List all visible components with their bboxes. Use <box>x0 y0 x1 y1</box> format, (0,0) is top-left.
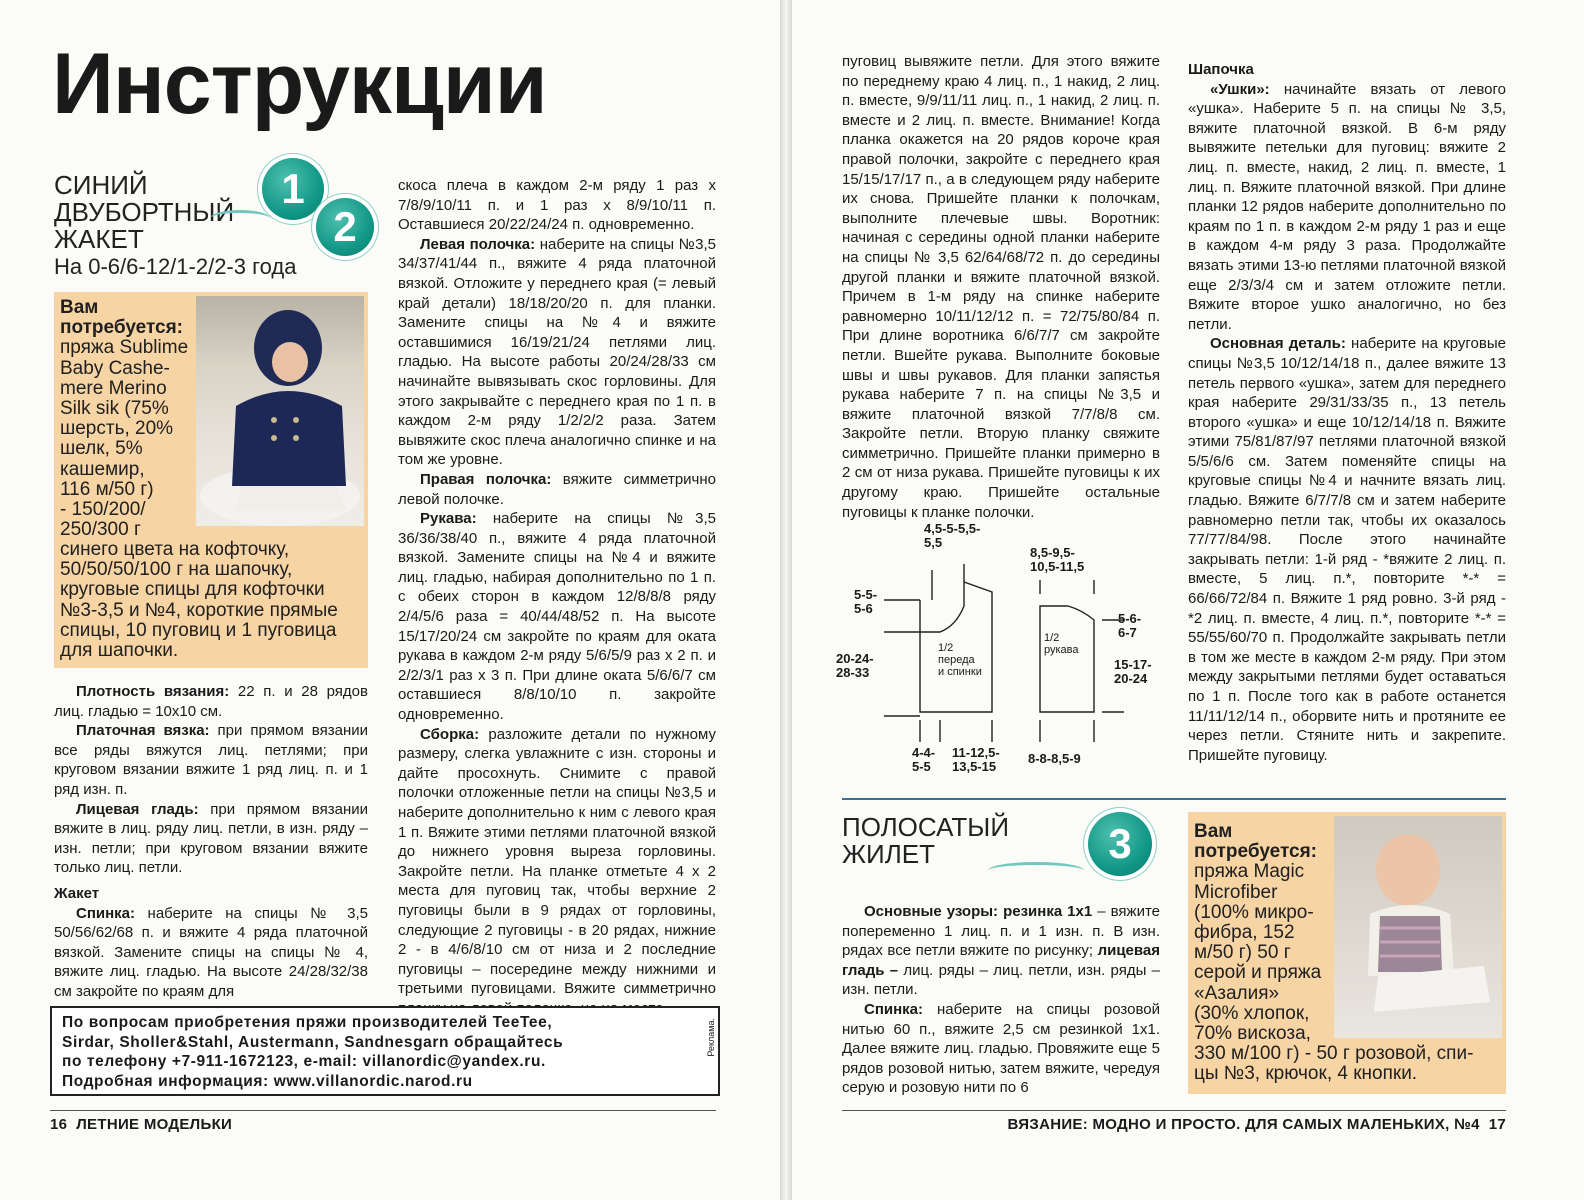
materials-line: 250/300 г <box>60 519 141 541</box>
running-title: ВЯЗАНИЕ: МОДНО И ПРОСТО. ДЛЯ САМЫХ МАЛЕНЬКИХ, №4 <box>1007 1116 1480 1133</box>
materials-text <box>60 540 366 661</box>
paragraph-text: 22 п. и 28 рядов лиц. гладью = 10х10 см. <box>54 683 368 720</box>
materials-heading: Вам потребуется: <box>60 297 183 339</box>
paragraph-lead: Платочная вязка: <box>76 722 210 740</box>
paragraph-text: наберите на спицы розовой нитью 60 п., вяжите 2,5 см резинкой 1х1. Далее вяжите лиц. гладью. Провяжите еще 5 рядов розовой нитью, затем вяжите, чередуя серую и розовую нити по 6 <box>842 1000 1160 1097</box>
badge-number: 3 <box>1088 812 1152 876</box>
section-divider <box>842 798 1506 800</box>
paragraph-text: – вяжите попеременно 1 лиц. п. и 1 изн. п. В изн. рядах все петли вяжите по рисунку; <box>842 903 1160 960</box>
paragraph-lead: Плотность вязания: <box>76 683 230 700</box>
materials-line: 70% вискоза, <box>1194 1023 1311 1045</box>
schematic-label: 20-24- 28-33 <box>836 651 874 680</box>
paragraph-text: лиц. ряды – лиц. петли, изн. ряды – изн. петли. <box>842 961 1161 999</box>
materials-line: mere Merino <box>60 377 167 399</box>
section-sizes: На 0-6/6-12/1-2/2-3 года <box>54 254 297 279</box>
materials-line: серой и пряжа <box>1194 962 1322 984</box>
materials-line: 330 м/100 г) - 50 г розовой, спи- <box>1194 1043 1474 1064</box>
materials-box <box>54 292 368 668</box>
baby-vest-photo <box>1334 816 1502 1038</box>
paragraph <box>398 725 716 1019</box>
paragraph-lead: Спинка: <box>76 904 136 922</box>
advertisement-line: По вопросам приобретения пряжи производителей TeeTee, <box>62 1014 553 1031</box>
text-column-1 <box>54 682 368 1002</box>
schematic-label: 5-5- 5-6 <box>854 587 878 616</box>
schematic-label: 4-4- 5-5 <box>912 745 936 774</box>
materials-line: 50/50/50/100 г на шапочку, <box>60 559 293 581</box>
subheading: Шапочка <box>1188 61 1254 78</box>
section-title-line: ЖИЛЕТ <box>842 839 935 869</box>
paragraph-text: наберите на спицы № 3,5 50/56/62/68 п. и вяжите 4 ряда платочной вязкой. Замените спицы на спицы № 4, вяжите лиц. гладью. На высоте 24/28/32/38 см закройте по краям для <box>54 904 368 1000</box>
paragraph <box>1188 80 1506 335</box>
page-footer <box>50 1116 232 1133</box>
subheading: Жакет <box>54 884 100 902</box>
materials-box <box>1188 812 1506 1094</box>
materials-line: кашемир, <box>60 458 145 480</box>
materials-line: шелк, 5% <box>60 438 143 460</box>
section-title-line: ПОЛОСАТЫЙ <box>842 812 1010 842</box>
materials-line: «Азалия» <box>1194 982 1280 1004</box>
swirl-ornament <box>988 862 1084 879</box>
materials-line: для шапочки. <box>60 640 179 662</box>
paragraph-text: начинайте вязать от левого «ушка». Наберите 5 п. на спицы № 3,5, вяжите платочной вязкой. В 6-м ряду вывяжите петельки для пуговиц: вяжите 2 лиц. п. вместе, накид, 2 лиц. п. вместе, 1 лиц. п. Вяжите платочной вязкой. При длине планки 12 рядов наберите дополнительно по краям по 1 п. в каждом 2-м ряду 1 раз и еще в каждом 4-м ряду 3 раза. Продолжайте вязать этими 13-ю петлями платочной вязкой еще 2/3/3/4 см и затем отложите петли. Вяжите второе ушко аналогично, но без петли. <box>1188 80 1506 333</box>
materials-line: (30% хлопок, <box>1194 1002 1310 1024</box>
paragraph <box>54 800 368 878</box>
paragraph-lead: Основные узоры: резинка 1х1 <box>864 903 1093 920</box>
materials-line: Silk sik (75% <box>60 398 169 420</box>
materials-line: спицы, 10 пуговиц и 1 пуговица <box>60 619 337 641</box>
baby-in-striped-vest-image <box>1334 816 1502 1038</box>
schematic-label: 8,5-9,5- 10,5-11,5 <box>1030 545 1085 574</box>
paragraph <box>54 721 368 799</box>
badge-number: 2 <box>316 198 374 256</box>
materials-text <box>60 298 200 540</box>
section-title-line: ЖАКЕТ <box>54 224 144 254</box>
badge-number: 1 <box>262 158 324 220</box>
paragraph: скоса плеча в каждом 2-м ряду 1 раз х 7/8/9/10/11 п. и 1 раз х 8/9/10/11 п. Оставшиеся 20/22/24/24 п. одновременно. <box>398 177 716 234</box>
paragraph-text: наберите на спицы №3,5 34/37/41/44 п., вяжите 4 ряда платочной вязкой. Отложите у переднего края (= левый край детали) 18/18/20/20 п. для планки. Замените спицы на №4 и вяжите оставшимися 16/19/21/24 петлями лиц. гладью. На высоте работы 20/24/28/33 см начинайте вывязывать скос горловины. Для этого закрывайте с переднего края по 1 п. в каждом 2-м ряду 1/2/2/2 раза. Затем вывяжите скос плеча аналогично спинке и на том же уровне. <box>398 235 716 469</box>
running-title: ЛЕТНИЕ МОДЕЛЬКИ <box>76 1116 233 1133</box>
paragraph-text: вяжите симметрично левой полочке. <box>398 470 716 508</box>
materials-line: 116 м/50 г) <box>60 478 154 500</box>
spine-gutter <box>780 0 792 1200</box>
pattern-schematic <box>832 520 1172 790</box>
paragraph-lead: Левая полочка: <box>420 235 536 253</box>
materials-heading: Вам потребуется: <box>1194 821 1317 863</box>
materials-line: круговые спицы для кофточки <box>60 579 325 601</box>
materials-line: пряжа Sublime <box>60 337 189 359</box>
paragraph-text: наберите на круговые спицы №3,5 10/12/14/18 п., далее вяжите 13 петель первого «ушка», затем для переднего края наберите 29/31/33/35 п., 13 петель второго «ушка» и еще 10/12/14/18 п. Вяжите этими 75/81/87/97 петлями платочной вязкой 5/5/6/6 см. Затем поменяйте спицы на круговые спицы №4 и начните вязать лиц. гладью. Вяжите 6/7/7/8 см и затем наберите равномерно петли так, чтобы их оказалось 77/77/84/98. После этого начинайте закрывать петли: 1-й ряд - *вяжите 2 лиц. п. вместе, 5 лиц. п.*, повторите *-* = 66/66/72/84 п. Вяжите 1 ряд ровно. 3-й ряд - *2 лиц. п. вместе, 4 лиц. п.*, повторите *-* = 55/55/60/70 п. Продолжайте закрывать петли в том же месте в каждом 2-м ряду. При этом между закрытыми петлями будет оставаться по 1 п. После того как в работе останется 11/11/12/14 п., оборвите нить и протяните ее через петли. Стяните нить и закрепите. Пришейте пуговицу. <box>1188 335 1506 764</box>
advertisement-line: Подробная информация: www.villanordic.narod.ru <box>62 1072 473 1090</box>
paragraph-text: при прямом вязании вяжите в лиц. ряду лиц. петли, в изн. ряду – изн. петли; при круговом вязании вяжите только лиц. петли. <box>54 800 368 877</box>
footer-rule <box>842 1110 1506 1111</box>
paragraph <box>842 1000 1160 1098</box>
paragraph-lead: лицевая гладь – <box>842 942 1160 979</box>
text-column-2 <box>398 176 716 1019</box>
schematic-label: 5-6- 6-7 <box>1118 611 1142 640</box>
advertisement-line: по телефону +7-911-1672123, e-mail: villanordic@yandex.ru. <box>62 1053 546 1070</box>
advertisement-line: Sirdar, Sholler&Stahl, Austermann, Sandnesgarn обращайтесь <box>62 1033 564 1051</box>
left-page <box>0 0 780 1200</box>
advertisement-box <box>50 1006 720 1096</box>
materials-line: синего цвета на кофточку, <box>60 539 290 560</box>
schematic-label: 4,5-5-5,5- 5,5 <box>924 521 981 550</box>
text-column-3 <box>842 52 1160 522</box>
materials-text <box>1194 822 1334 1044</box>
page-title: Инструкции <box>52 36 547 132</box>
paragraph <box>398 470 716 509</box>
materials-line: №3-3,5 и №4, короткие прямые <box>60 599 338 621</box>
text-column-4 <box>1188 60 1506 765</box>
paragraph-text: при прямом вязании все ряды вяжутся лиц. петлями; при круговом вязании вяжите 1 ряд лиц. п. и 1 ряд изн. п. <box>54 722 368 798</box>
materials-line: цы №3, крючок, 4 кнопки. <box>1194 1063 1418 1085</box>
paragraph-text: разложите детали по нужному размеру, слегка увлажните с изн. стороны и дайте просохнуть. Снимите с правой полочки отложенные петли на спицы №3,5 и наберите дополнительно к ним с левого края 1 п. Вяжите этими петлями платочной вязкой до нижнего уровня выреза горловины. Закройте петли. На планке отметьте 4 х 2 места для пуговиц так, чтобы верхние 2 пуговицы были в 9 рядах от горловины, следующие 2 пуговицы - в 20 рядах, нижние 2 - в 4/6/8/10 см от низа и 2 последние пуговицы – посередине между нижними и третьими пуговицами. Вяжите симметрично <box>398 725 716 998</box>
schematic-label: 11-12,5- 13,5-15 <box>952 745 1000 774</box>
swirl-ornament <box>210 210 270 227</box>
paragraph-lead: Лицевая гладь: <box>76 800 199 818</box>
paragraph <box>842 902 1160 1000</box>
paragraph-lead: Правая полочка: <box>420 470 552 488</box>
materials-line: пряжа Magic <box>1194 861 1305 883</box>
paragraph-lead: Сборка: <box>420 725 480 743</box>
paragraph-lead: Спинка: <box>864 1000 924 1018</box>
section-title-line: ДВУБОРТНЫЙ <box>54 197 235 227</box>
paragraph: пуговиц вывяжите петли. Для этого вяжите по переднему краю 4 лиц. п., 1 накид, 2 лиц. п. вместе, 9/9/11/11 лиц. п., 1 накид, 2 лиц. п. вместе и 2 лиц. п. вместе. Внимание! Когда планка окажется на 20 рядов короче края правой полочки, закройте с переднего края 15/15/17/17 п., а в следующем ряду наберите их снова. Пришейте планки к полочкам, выполните плечевые швы. Воротник: начиная с середины одной планки наберите на спицы № 3,5 62/64/68/72 п. до середины другой планки и вяжите платочной вязкой. Причем в 1-м ряду на спинке наберите равномерно 10/11/12/12 п. = 72/75/80/84 п. При длине воротника 6/6/7/7 см закройте петли. Вшейте рукава. Выполните боковые швы и швы рукавов. Для планки запястья рукава наберите 7 п. на спицы №3,5 и вяжите платочной вязкой 7/7/8/8 см. Закройте петли. Вторую планку свяжите симметрично. Пришейте планки примерно в 2 см от низа рукава. Пришейте пуговицы к их другому краю. Пришейте остальные пуговицы к планке полочки. <box>842 53 1160 521</box>
paragraph <box>398 235 716 470</box>
paragraph <box>398 509 716 725</box>
materials-line: шерсть, 20% <box>60 418 174 440</box>
paragraph-lead: Основная деталь: <box>1210 335 1346 353</box>
page-number: 16 <box>50 1116 68 1133</box>
baby-jacket-photo <box>196 296 364 526</box>
section-title <box>842 814 1042 868</box>
paragraph <box>54 682 368 721</box>
paragraph-lead: «Ушки»: <box>1210 80 1270 98</box>
materials-line: (100% микро- <box>1194 901 1314 923</box>
page-footer <box>962 1116 1506 1133</box>
baby-in-blue-jacket-image <box>196 296 364 526</box>
materials-line: - 150/200/ <box>60 499 146 521</box>
page-number: 17 <box>1488 1116 1506 1133</box>
text-column-5 <box>842 902 1160 1098</box>
materials-line: м/50 г) 50 г <box>1194 942 1291 964</box>
schematic-label: 1/2 рукава <box>1044 632 1079 656</box>
footer-rule <box>50 1110 716 1111</box>
schematic-label: 15-17- 20-24 <box>1114 657 1152 686</box>
schematic-drawing <box>832 520 1172 790</box>
section-title-line: СИНИЙ <box>54 170 148 200</box>
materials-line: Baby Cashe- <box>60 357 170 379</box>
paragraph <box>1188 334 1506 765</box>
schematic-label: 8-8-8,5-9 <box>1028 751 1081 766</box>
paragraph-lead: Рукава: <box>420 510 477 528</box>
paragraph-text: наберите на спицы №3,5 36/36/38/40 п., вяжите 4 ряда платочной вязкой. Замените спицы на №4 и вяжите лиц. гладью, набирая дополнительно по 1 п. с обеих сторон в каждом 12/8/8/8 ряду 2/4/5/6 раза = 40/44/48/52 п. На высоте 15/17/20/24 см закройте по краям для оката рукава в каждом 2-м ряду 5/6/5/9 раз х 2 п. и 2/2/3/1 раз х 3 п. При длине оката 5/6/6/7 см оставшиеся 8/8/10/10 п. закройте одновременно. <box>398 510 716 724</box>
schematic-label: 1/2 переда и спинки <box>938 642 982 678</box>
materials-line: фибра, 152 <box>1194 922 1295 944</box>
paragraph <box>54 904 368 1002</box>
advertisement-text <box>62 1013 692 1091</box>
advertisement-label: Реклама. <box>706 1018 716 1057</box>
right-page <box>792 0 1584 1200</box>
materials-text <box>1194 1044 1504 1084</box>
materials-line: Microfiber <box>1194 881 1278 903</box>
